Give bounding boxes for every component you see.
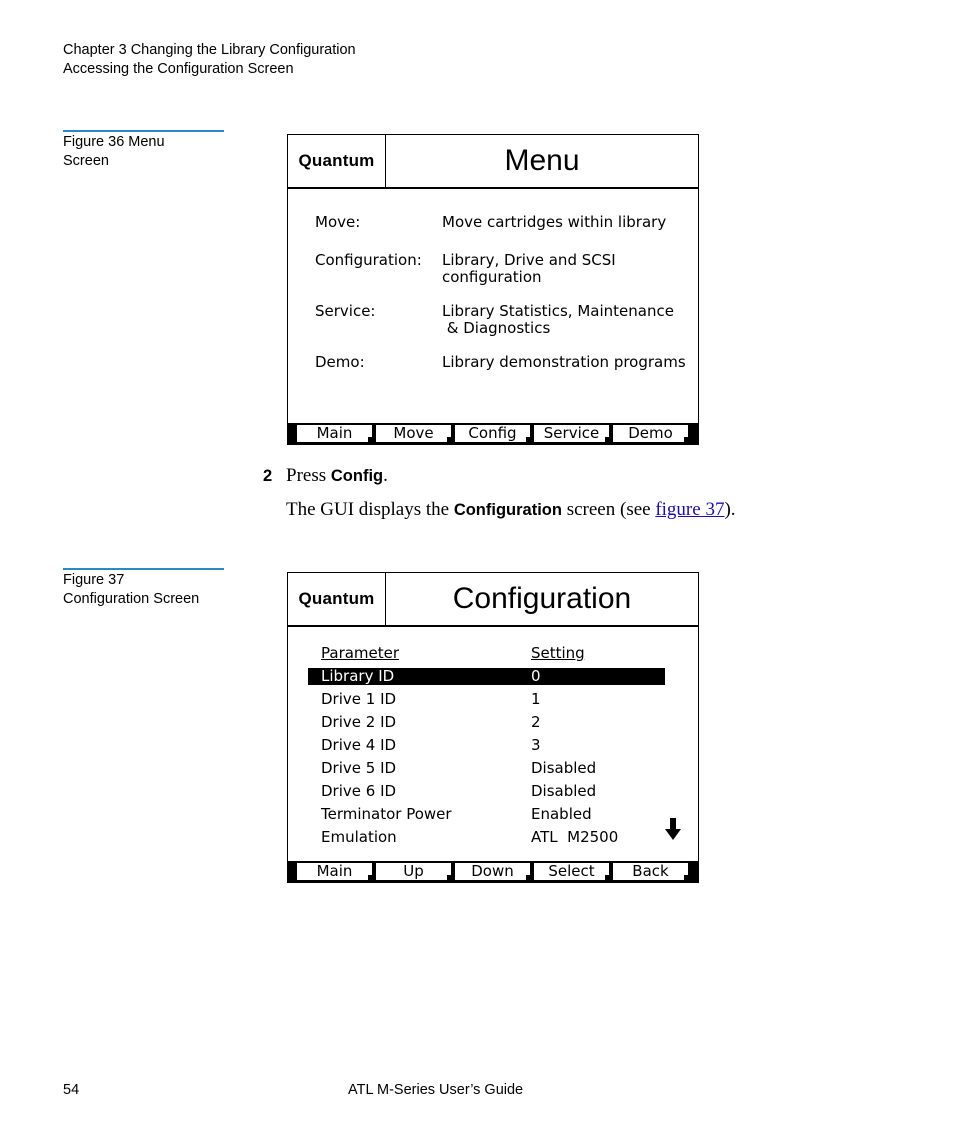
- softkey-config[interactable]: Config: [455, 425, 530, 442]
- menu-screen-titlebar: [288, 135, 698, 189]
- menu-item-demo-label: Demo:: [315, 353, 365, 371]
- running-header-section: Accessing the Configuration Screen: [63, 61, 294, 77]
- menu-screen: [287, 134, 699, 445]
- figure-36-caption: [63, 130, 224, 171]
- softkey-select[interactable]: Select: [534, 863, 609, 880]
- figure-36-caption-line1: Figure 36 Menu: [63, 134, 165, 150]
- softkey-up[interactable]: Up: [376, 863, 451, 880]
- param-drive-4-id[interactable]: Drive 4 ID: [321, 736, 397, 754]
- menu-item-service-desc-1: Library Statistics, Maintenance: [442, 302, 674, 320]
- softkey-demo[interactable]: Demo: [613, 425, 688, 442]
- arrow-down-icon[interactable]: [665, 818, 681, 841]
- step-press-end: .: [383, 465, 388, 486]
- softkey-main[interactable]: Main: [297, 425, 372, 442]
- configuration-screen-titlebar: [288, 573, 698, 627]
- figure-37-caption-line1: Figure 37: [63, 572, 125, 588]
- param-library-id[interactable]: Library ID: [321, 667, 395, 685]
- menu-item-configuration-desc-2: configuration: [442, 268, 542, 286]
- menu-item-move-label: Move:: [315, 213, 361, 231]
- desc-start: The GUI displays the: [286, 499, 454, 520]
- softkey-back[interactable]: Back: [613, 863, 688, 880]
- value-drive-5-id: Disabled: [531, 759, 597, 777]
- softkey-down[interactable]: Down: [455, 863, 530, 880]
- menu-item-demo-desc: Library demonstration programs: [442, 353, 686, 371]
- menu-screen-title: Menu: [504, 144, 580, 177]
- menu-item-move-desc: Move cartridges within library: [442, 213, 667, 231]
- value-drive-4-id: 3: [531, 736, 541, 754]
- column-header-parameter: Parameter: [321, 644, 400, 662]
- value-drive-6-id: Disabled: [531, 782, 597, 800]
- param-drive-2-id[interactable]: Drive 2 ID: [321, 713, 397, 731]
- configuration-screen-title: Configuration: [452, 582, 632, 615]
- configuration-softkey-bar: [288, 861, 698, 882]
- desc-bold: Configuration: [453, 501, 562, 519]
- menu-item-service-label: Service:: [315, 302, 376, 320]
- figure-37-caption-line2: Configuration Screen: [63, 591, 200, 607]
- softkey-move[interactable]: Move: [376, 425, 451, 442]
- configuration-screen: [287, 572, 699, 883]
- param-drive-6-id[interactable]: Drive 6 ID: [321, 782, 397, 800]
- value-drive-2-id: 2: [531, 713, 541, 731]
- figure-37-caption: [63, 568, 224, 609]
- value-terminator-power: Enabled: [531, 805, 592, 823]
- param-terminator-power[interactable]: Terminator Power: [321, 805, 452, 823]
- column-header-setting: Setting: [531, 644, 585, 662]
- menu-softkey-bar: [288, 423, 698, 444]
- softkey-service[interactable]: Service: [534, 425, 609, 442]
- step-press-text: Press: [286, 465, 331, 486]
- guide-title: ATL M-Series User’s Guide: [348, 1082, 524, 1098]
- value-emulation: ATL M2500: [531, 828, 619, 846]
- param-drive-1-id[interactable]: Drive 1 ID: [321, 690, 397, 708]
- softkey-main[interactable]: Main: [297, 863, 372, 880]
- quantum-logo: Quantum: [288, 135, 386, 187]
- menu-item-configuration-label: Configuration:: [315, 251, 422, 269]
- running-header-chapter: Chapter 3 Changing the Library Configuration: [63, 42, 356, 58]
- step-2-description: [286, 499, 736, 521]
- param-drive-5-id[interactable]: Drive 5 ID: [321, 759, 397, 777]
- step-2: [263, 465, 388, 487]
- desc-mid: screen (see: [561, 499, 656, 520]
- desc-end: ).: [724, 499, 736, 520]
- value-library-id: 0: [531, 667, 541, 685]
- page-number: 54: [63, 1082, 80, 1098]
- menu-item-service-desc-2: & Diagnostics: [442, 319, 551, 337]
- value-drive-1-id: 1: [531, 690, 541, 708]
- quantum-logo: Quantum: [288, 573, 386, 625]
- step-press-bold: Config: [330, 467, 384, 485]
- figure-37-link[interactable]: figure 37: [655, 499, 725, 520]
- step-number: 2: [263, 467, 273, 485]
- param-emulation[interactable]: Emulation: [321, 828, 397, 846]
- figure-36-caption-line2: Screen: [63, 153, 109, 169]
- menu-item-configuration-desc-1: Library, Drive and SCSI: [442, 251, 616, 269]
